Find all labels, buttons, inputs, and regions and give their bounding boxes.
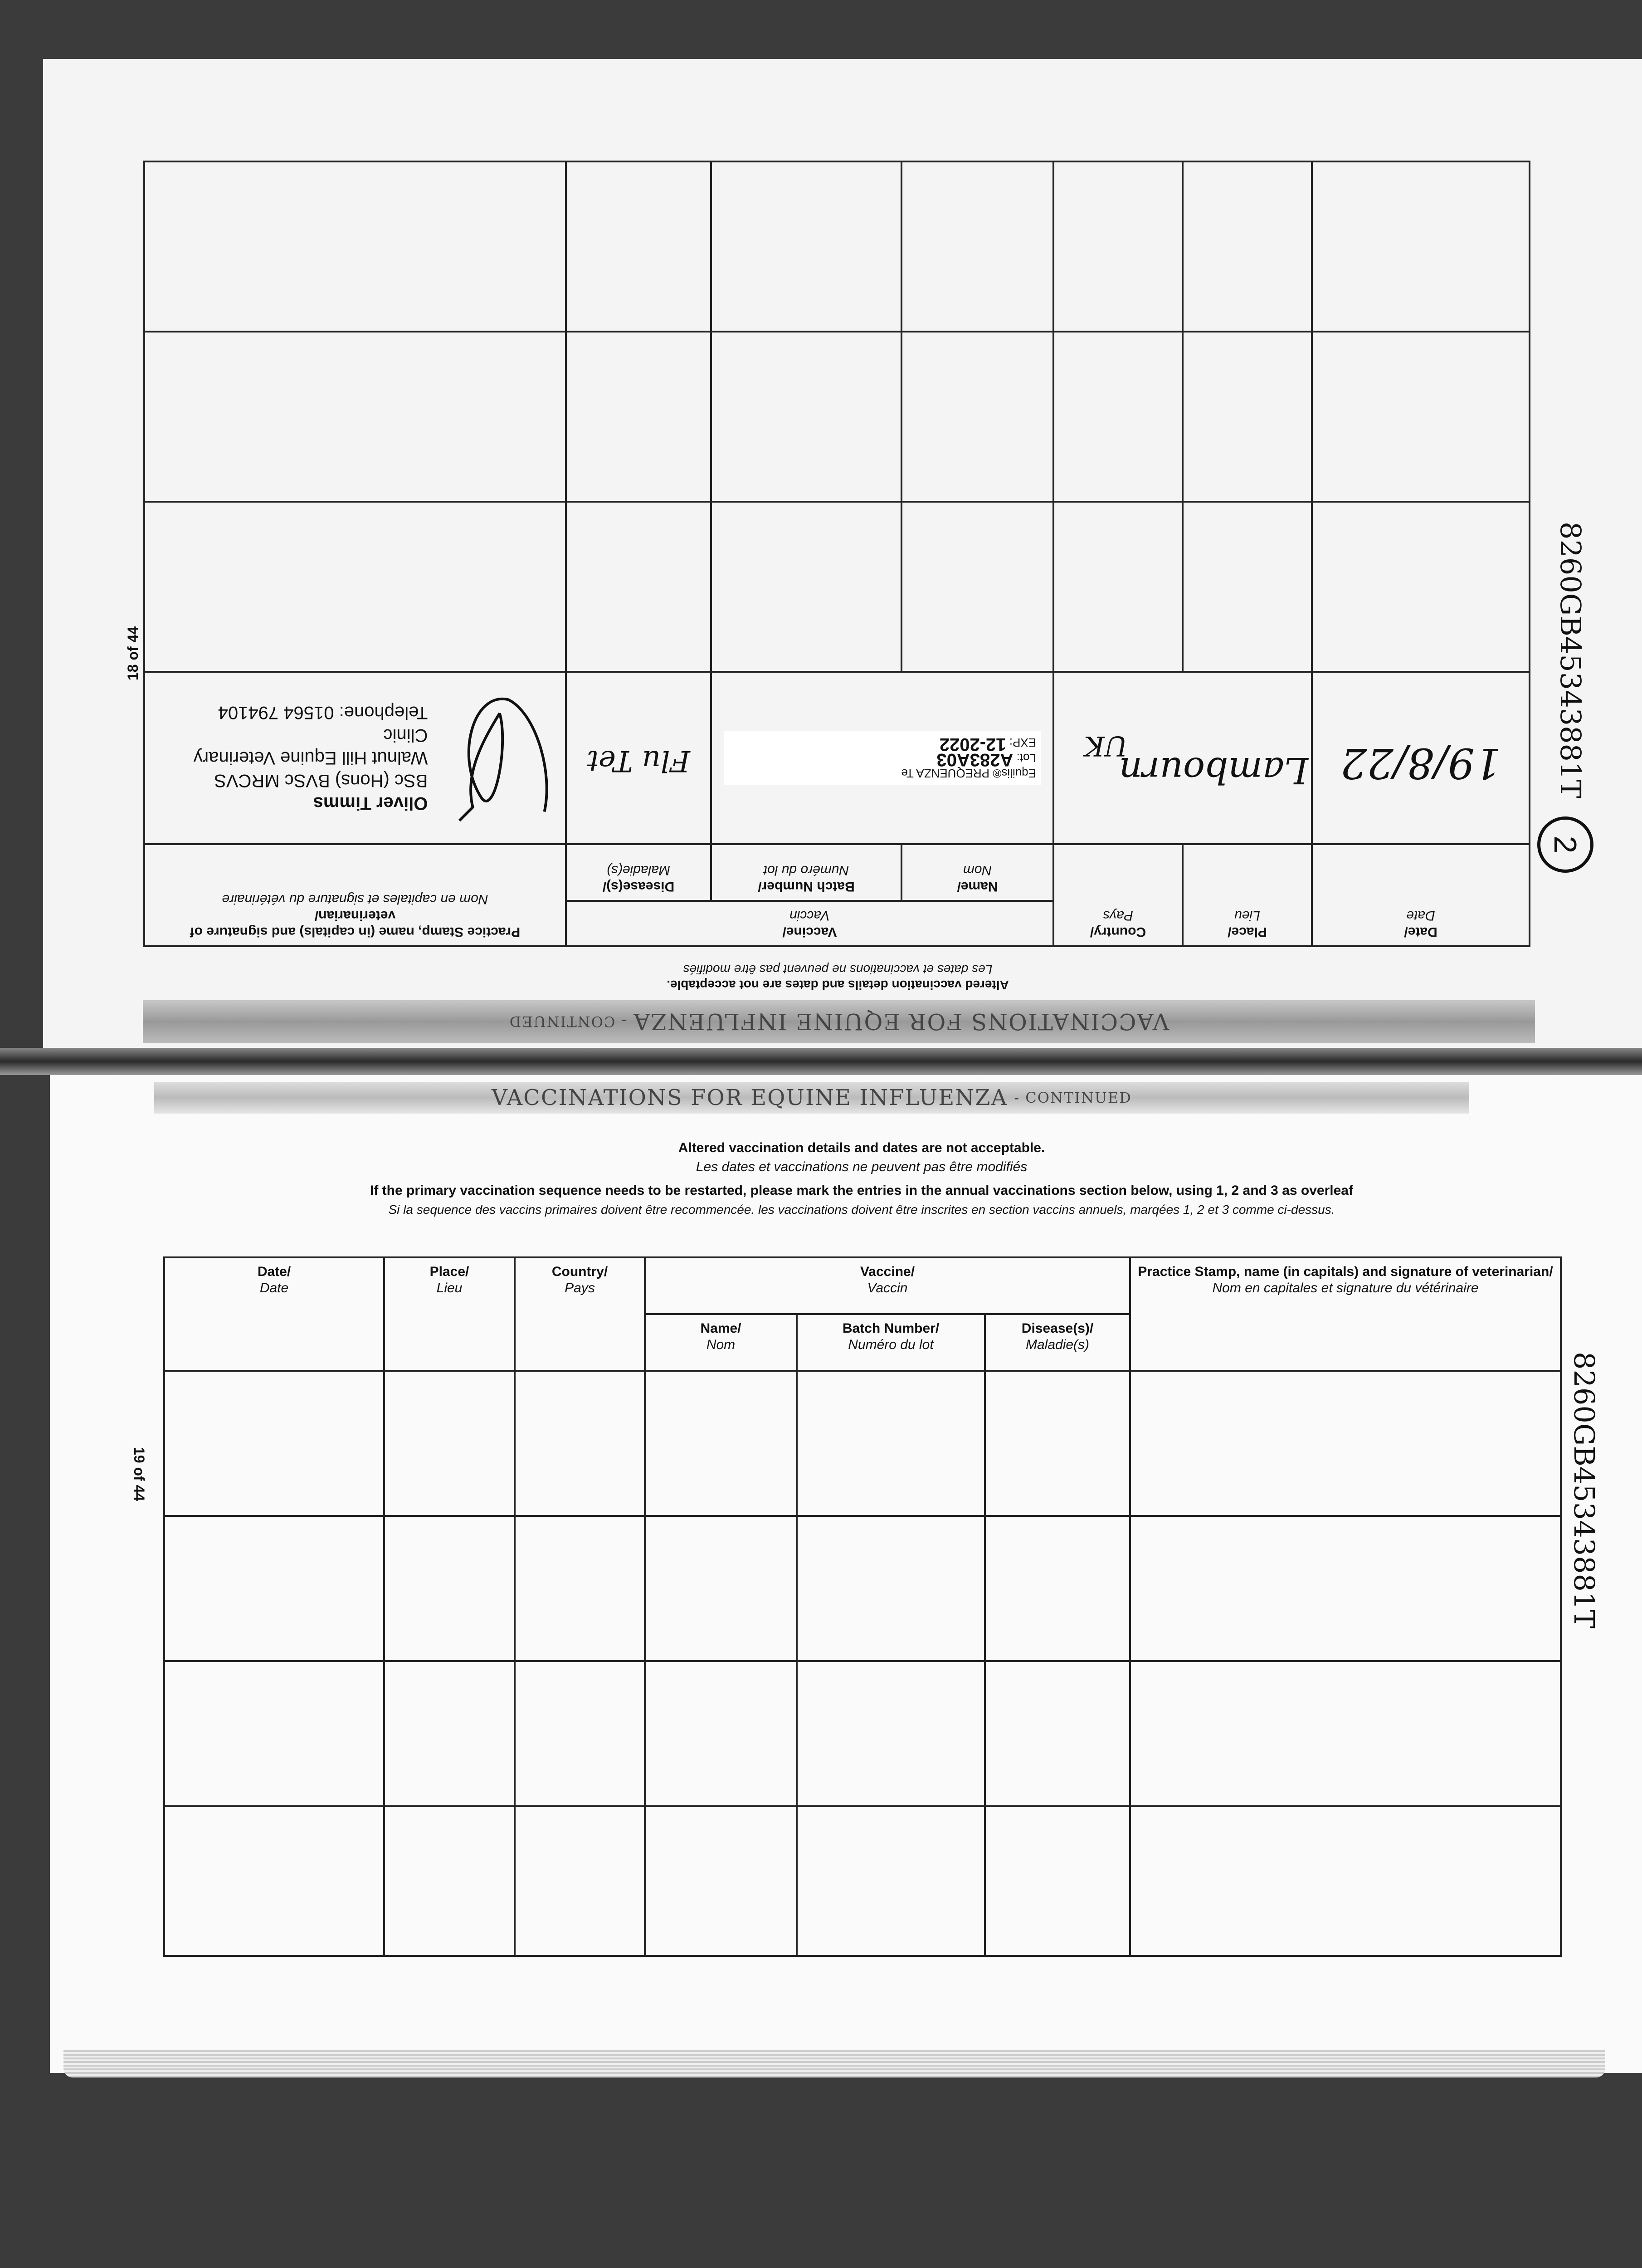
notice-fr: Les dates et vaccinations ne peuvent pas être modifiés — [683, 963, 993, 977]
cell[interactable] — [1312, 161, 1530, 332]
header-batch: Batch Number/ Numéro du lot — [797, 1314, 985, 1371]
cell[interactable] — [985, 1371, 1130, 1516]
header-name: Name/ Nom — [901, 844, 1053, 901]
vaccination-table-19 — [163, 1256, 1562, 1957]
table-row — [144, 332, 1530, 502]
section-title-band — [143, 1000, 1535, 1043]
entry-disease[interactable]: Flu Tet — [566, 672, 711, 844]
cell[interactable] — [985, 1516, 1130, 1661]
cell[interactable] — [515, 1371, 645, 1516]
vaccine-product: Equilis® PREQUENZA Te — [901, 767, 1036, 780]
section-continued: - CONTINUED — [1014, 1089, 1132, 1106]
section-title: VACCINATIONS FOR EQUINE INFLUENZA — [492, 1085, 1008, 1110]
notice-fr: Les dates et vaccinations ne peuvent pas être modifiés — [696, 1159, 1028, 1174]
cell[interactable] — [1130, 1516, 1561, 1661]
cell[interactable] — [1130, 1371, 1561, 1516]
cell[interactable] — [164, 1806, 384, 1956]
header-batch: Batch Number/ Numéro du lot — [711, 844, 901, 901]
page-number-19: 19 of 44 — [131, 1447, 147, 1501]
cell[interactable] — [901, 161, 1053, 332]
header-country: Country/ Pays — [1053, 844, 1183, 946]
cell[interactable] — [1053, 332, 1183, 502]
cell[interactable] — [144, 161, 566, 332]
cell[interactable] — [1183, 332, 1312, 502]
section-continued: - CONTINUED — [508, 1013, 627, 1031]
cell[interactable] — [1312, 502, 1530, 672]
signature-icon — [446, 690, 562, 826]
cell[interactable] — [711, 332, 901, 502]
vaccine-lot: A283A03 — [936, 750, 1013, 770]
cell[interactable] — [645, 1806, 797, 1956]
table-row — [164, 1516, 1561, 1661]
cell[interactable] — [901, 502, 1053, 672]
header-disease: Disease(s)/ Maladie(s) — [566, 844, 711, 901]
document-id-top: 8260GB45343881T — [1554, 522, 1587, 798]
table-row — [164, 1661, 1561, 1806]
page-number-18: 18 of 44 — [125, 626, 141, 680]
cell[interactable] — [797, 1806, 985, 1956]
page-18-content — [145, 152, 1530, 1043]
table-row — [164, 1806, 1561, 1956]
restart-notice-en: If the primary vaccination sequence needs to be restarted, please mark the entries in the annual vaccinations section below, using 1, 2 and 3 as overleaf — [370, 1183, 1353, 1198]
cell[interactable] — [645, 1516, 797, 1661]
header-date: Date/ Date — [1312, 844, 1530, 946]
cell[interactable] — [1053, 161, 1183, 332]
cell[interactable] — [515, 1516, 645, 1661]
circled-number: 2 — [1537, 816, 1593, 873]
cell[interactable] — [1183, 502, 1312, 672]
table-row — [144, 502, 1530, 672]
vaccination-table-18 — [143, 161, 1530, 947]
cell[interactable] — [384, 1371, 515, 1516]
cell[interactable] — [566, 332, 711, 502]
header-vaccine: Vaccine/ Vaccin — [645, 1257, 1130, 1314]
document-id-bottom: 8260GB45343881T — [1568, 1352, 1601, 1628]
cell[interactable] — [797, 1661, 985, 1806]
vaccine-sticker: Equilis® PREQUENZA Te Lot: A283A03 EXP: 12-2022 — [724, 731, 1041, 785]
cell[interactable] — [164, 1516, 384, 1661]
entry-country: UK — [1084, 730, 1128, 762]
page-edges — [63, 2050, 1605, 2077]
cell[interactable] — [645, 1371, 797, 1516]
cell[interactable] — [144, 332, 566, 502]
notice-en: Altered vaccination details and dates are not acceptable. — [667, 978, 1009, 992]
table-row — [164, 1371, 1561, 1516]
cell[interactable] — [711, 161, 901, 332]
cell[interactable] — [1053, 502, 1183, 672]
header-place: Place/ Lieu — [1183, 844, 1312, 946]
header-disease: Disease(s)/ Maladie(s) — [985, 1314, 1130, 1371]
section-title-band — [154, 1082, 1469, 1114]
header-vaccine: Vaccine/ Vaccin — [566, 901, 1053, 946]
cell[interactable] — [566, 161, 711, 332]
cell[interactable] — [797, 1371, 985, 1516]
entry-date[interactable]: 19/8/22 — [1312, 672, 1530, 844]
cell[interactable] — [985, 1661, 1130, 1806]
entry-place: Lambourn — [1119, 749, 1308, 792]
cell[interactable] — [384, 1806, 515, 1956]
cell[interactable] — [164, 1661, 384, 1806]
cell[interactable] — [1183, 161, 1312, 332]
header-practice-stamp: Practice Stamp, name (in capitals) and signature of veterinarian/ Nom en capitales et signature du vétérinaire — [144, 844, 566, 946]
cell[interactable] — [1130, 1806, 1561, 1956]
header-country: Country/ Pays — [515, 1257, 645, 1371]
notice — [163, 1139, 1560, 1219]
vaccine-exp: 12-2022 — [939, 734, 1006, 754]
entry-place-country[interactable] — [1053, 672, 1312, 844]
cell[interactable] — [515, 1806, 645, 1956]
header-practice-stamp: Practice Stamp, name (in capitals) and signature of veterinarian/ Nom en capitales et signature du vétérinaire — [1130, 1257, 1561, 1371]
cell[interactable] — [1312, 332, 1530, 502]
notice-en: Altered vaccination details and dates are not acceptable. — [678, 1140, 1045, 1155]
book-spine — [0, 1048, 1642, 1075]
table-row — [144, 161, 1530, 332]
header-name: Name/ Nom — [645, 1314, 797, 1371]
cell[interactable] — [566, 502, 711, 672]
cell[interactable] — [144, 502, 566, 672]
header-date: Date/ Date — [164, 1257, 384, 1371]
entry-practice-stamp — [144, 672, 566, 844]
cell[interactable] — [797, 1516, 985, 1661]
cell[interactable] — [384, 1661, 515, 1806]
cell[interactable] — [985, 1806, 1130, 1956]
cell[interactable] — [384, 1516, 515, 1661]
notice — [145, 962, 1530, 992]
cell[interactable] — [645, 1661, 797, 1806]
header-place: Place/ Lieu — [384, 1257, 515, 1371]
cell[interactable] — [711, 502, 901, 672]
cell[interactable] — [1130, 1661, 1561, 1806]
section-title: VACCINATIONS FOR EQUINE INFLUENZA — [633, 1008, 1169, 1035]
entry-vaccine-label[interactable] — [711, 672, 1053, 844]
cell[interactable] — [901, 332, 1053, 502]
restart-notice-fr: Si la sequence des vaccins primaires doivent être recommencée. les vaccinations doivent être inscrites en section vaccins annuels, marqées 1, 2 et 3 comme ci-dessus. — [388, 1202, 1335, 1217]
table-row — [144, 672, 1530, 844]
cell[interactable] — [515, 1661, 645, 1806]
cell[interactable] — [164, 1371, 384, 1516]
practice-stamp: Oliver Timms BSc (Hons) BVSc MRCVS Walnut Hill Equine Veterinary Clinic Telephone: 01564 794104 — [193, 703, 428, 813]
